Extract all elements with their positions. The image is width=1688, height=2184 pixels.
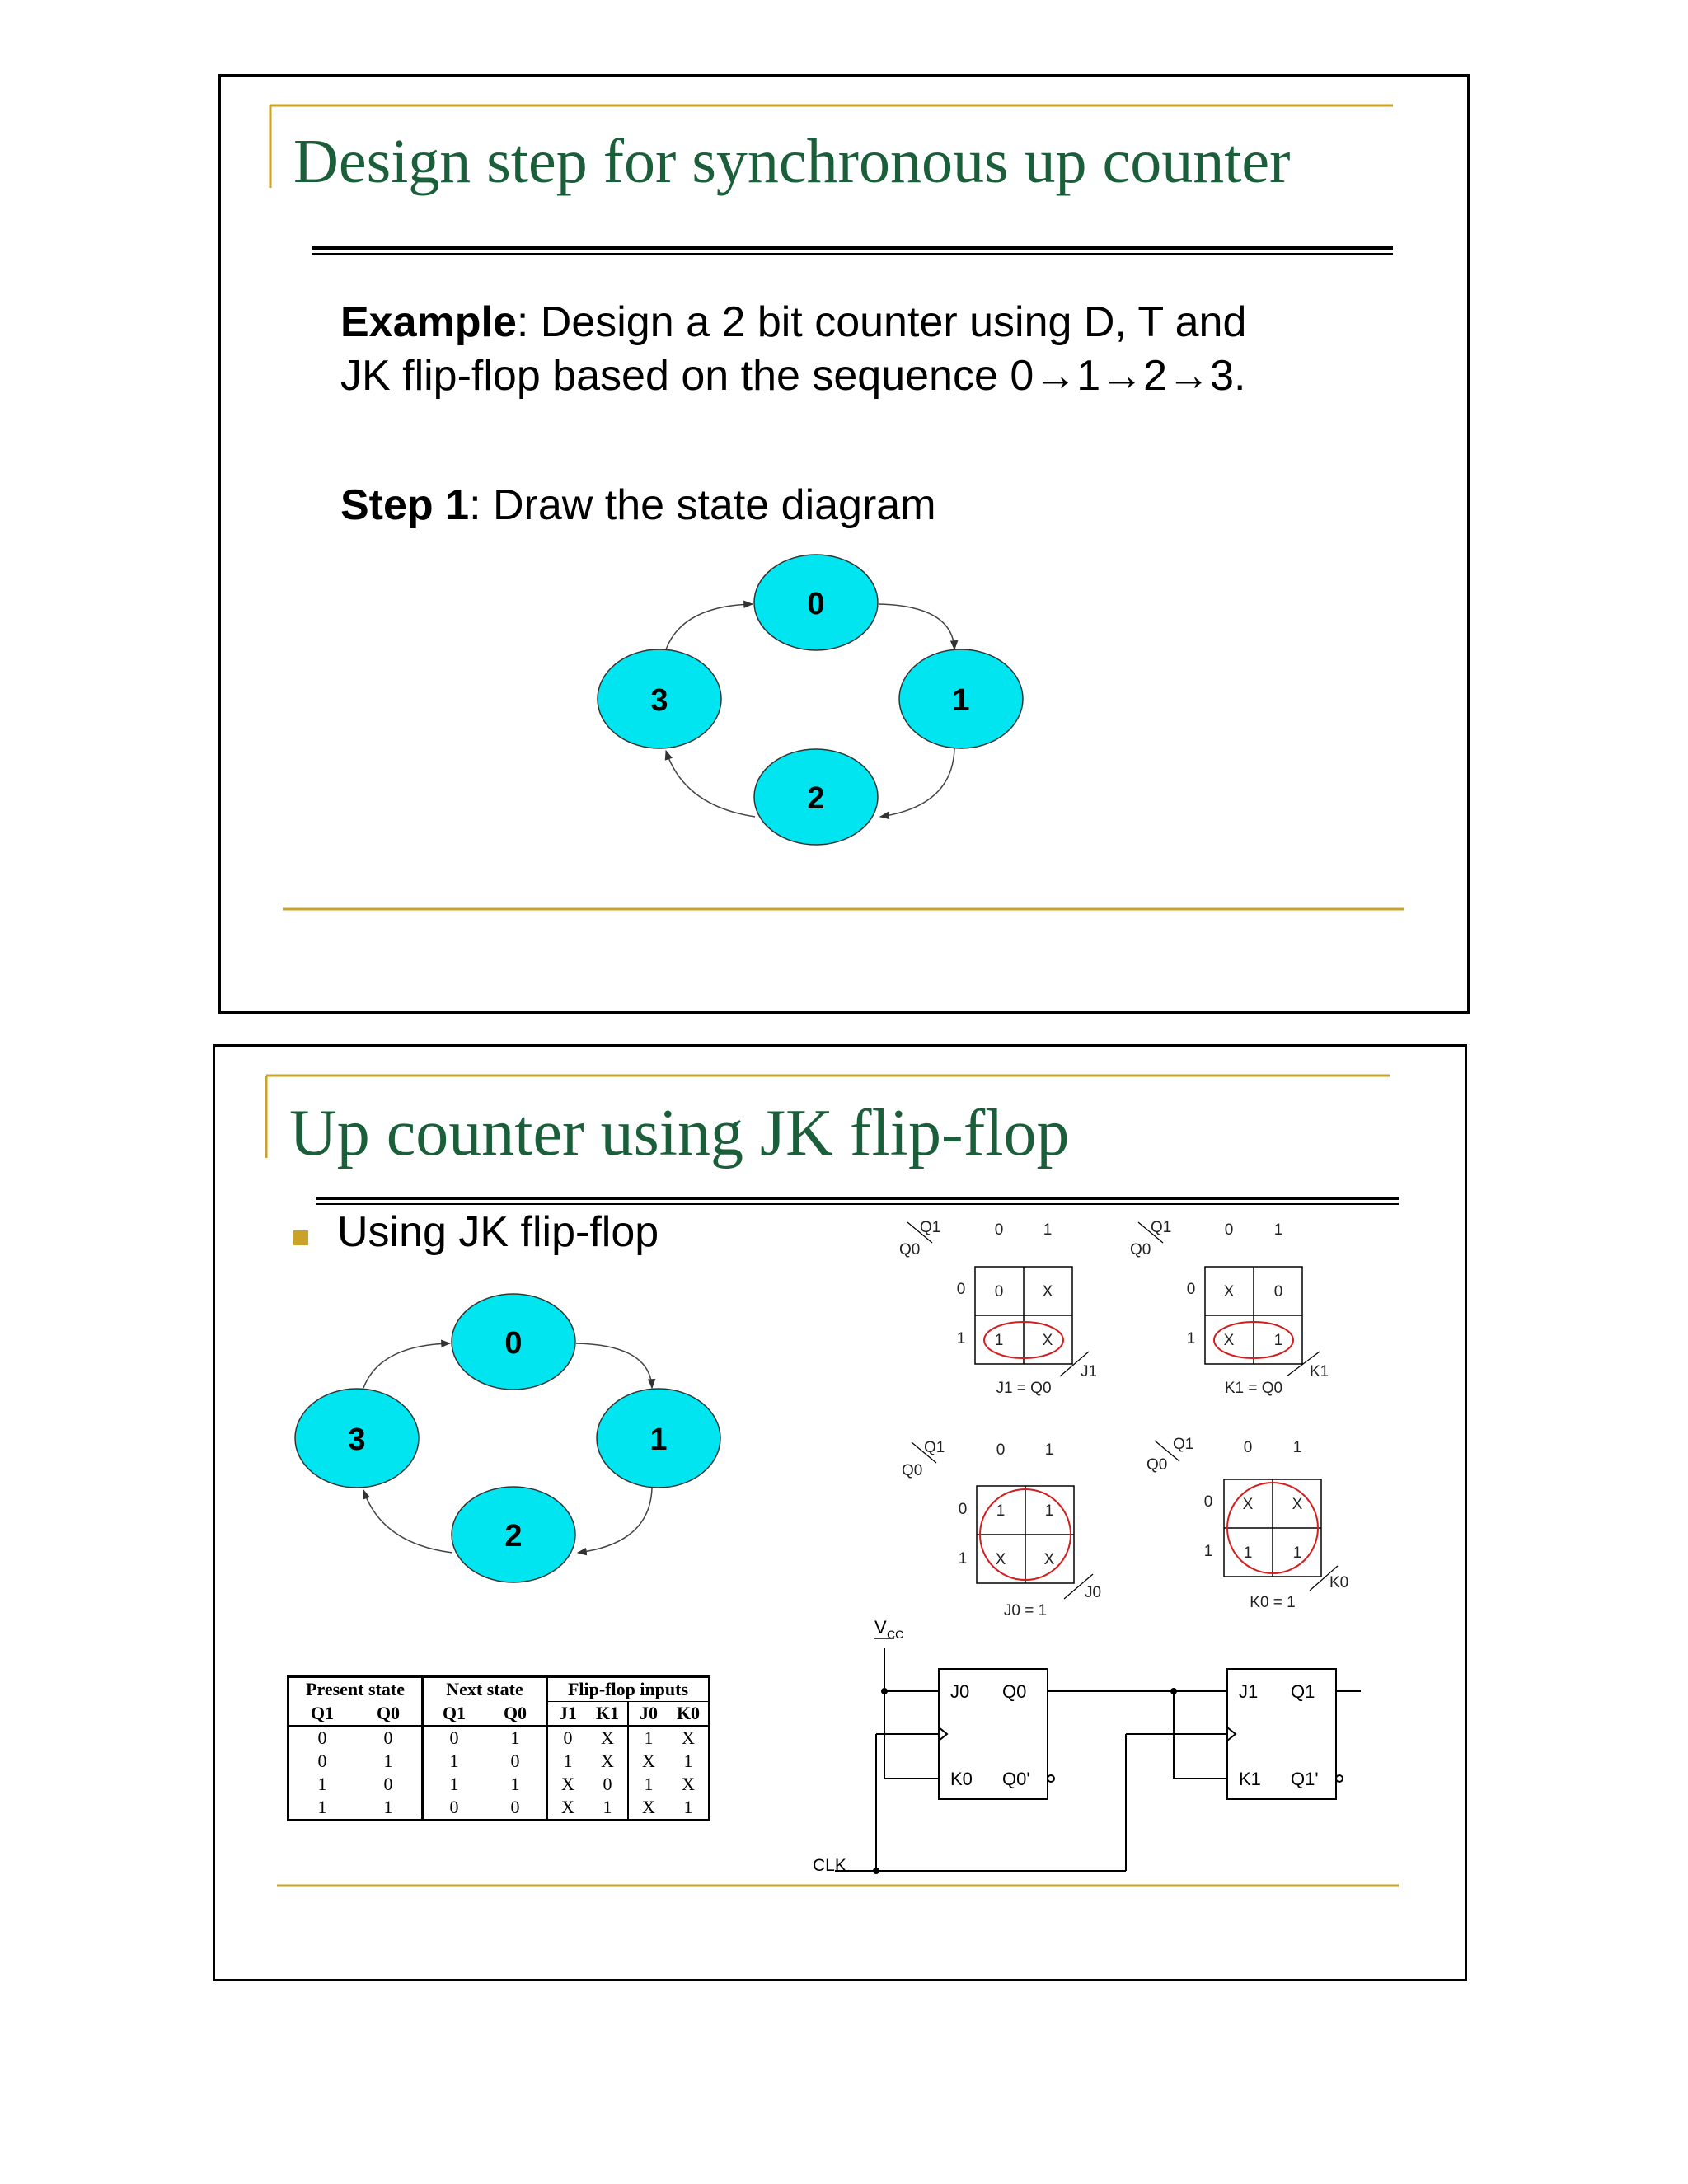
table-cell: 1: [563, 1750, 573, 1771]
ff0-q: Q0: [1002, 1681, 1027, 1702]
kmap-row-label: 0: [1203, 1493, 1213, 1511]
table-cell: 1: [317, 1774, 327, 1794]
slide1-title: Design step for synchronous up counter: [293, 127, 1291, 196]
ff1-k: K1: [1239, 1769, 1261, 1789]
kmap-row-label: 1: [956, 1330, 966, 1347]
kmap-row-label: 0: [956, 1281, 966, 1298]
kmap-cell: 1: [994, 1332, 1004, 1349]
kmap-cell: X: [1292, 1496, 1303, 1513]
table-cell: 0: [485, 1750, 547, 1773]
subheader-next-q1: Q1: [442, 1702, 467, 1723]
transition-0-1: [879, 604, 954, 649]
state-label-0: 0: [504, 1326, 523, 1361]
table-cell: 0: [449, 1727, 459, 1748]
kmap-cell: X: [1042, 1332, 1053, 1349]
kmap-row-var: Q0: [1146, 1456, 1168, 1474]
state-node-0: [754, 555, 878, 650]
state-label-3: 3: [650, 683, 668, 718]
kmap-equation: K1 = Q0: [1224, 1380, 1283, 1397]
table-cell: 0: [355, 1773, 423, 1796]
subheader-j0: J0: [640, 1703, 658, 1723]
kmap-col-var: Q1: [920, 1219, 941, 1236]
kmap-cell: X: [1042, 1283, 1053, 1301]
table-cell: 0: [485, 1796, 547, 1821]
slide2-title: Up counter using JK flip-flop: [289, 1097, 1070, 1169]
state-label-2: 2: [807, 781, 825, 816]
table-cell: 0: [563, 1727, 573, 1748]
slide-design-step: [218, 74, 1470, 1014]
table-cell: 1: [683, 1797, 693, 1817]
table-cell: X: [588, 1750, 628, 1773]
table-cell: X: [561, 1774, 574, 1794]
table-cell: 1: [588, 1796, 628, 1821]
table-cell: 1: [644, 1774, 654, 1794]
kmap-cell: 1: [1243, 1544, 1253, 1562]
subheader-k0: K0: [676, 1703, 701, 1723]
kmap-equation: J1 = Q0: [996, 1380, 1052, 1397]
table-cell: 1: [683, 1750, 693, 1771]
table-cell: 0: [317, 1727, 327, 1748]
kmap-cell: 1: [996, 1502, 1006, 1520]
kmap-col-label: 0: [994, 1221, 1004, 1239]
step1-label: Step 1: [340, 481, 470, 529]
slide-jk-up-counter: [213, 1044, 1467, 1981]
kmap-row-label: 0: [958, 1501, 968, 1518]
table-cell: 1: [485, 1726, 547, 1750]
ff1-j: J1: [1239, 1681, 1259, 1702]
state-node-3: [598, 649, 721, 748]
ff0-qn: Q0': [1002, 1769, 1030, 1789]
kmap-cell: X: [1223, 1283, 1235, 1301]
kmap-row-var: Q0: [899, 1241, 921, 1258]
vcc-label: V: [874, 1617, 887, 1638]
kmap-col-var: Q1: [1173, 1436, 1194, 1453]
kmap-col-var: Q1: [1151, 1219, 1172, 1236]
bullet-text: Using JK flip-flop: [337, 1208, 659, 1256]
kmap-row-var: Q0: [1130, 1241, 1151, 1258]
table-cell: 0: [588, 1773, 628, 1796]
table-cell: 0: [449, 1797, 459, 1817]
subheader-q1: Q1: [310, 1702, 335, 1723]
kmap-cell: X: [1043, 1551, 1055, 1568]
header-present-state: Present state: [288, 1677, 423, 1702]
header-flip-flop-inputs: Flip-flop inputs: [547, 1677, 710, 1702]
kmap-row-label: 0: [1186, 1281, 1196, 1298]
kmap-row-label: 1: [1203, 1543, 1213, 1560]
kmap-cell: X: [995, 1551, 1006, 1568]
jk-counter-circuit: [215, 1047, 1465, 1979]
vcc-subscript: CC: [887, 1628, 904, 1641]
kmap-row-var: Q0: [902, 1462, 923, 1479]
kmap-equation: J0 = 1: [1003, 1602, 1048, 1619]
kmap-equation: K0 = 1: [1250, 1594, 1296, 1611]
table-cell: 1: [355, 1750, 423, 1773]
kmap-cell: X: [1242, 1496, 1254, 1513]
kmap-col-label: 0: [1243, 1439, 1253, 1456]
transition-3-0: [666, 604, 753, 649]
state-label-0: 0: [807, 587, 825, 621]
step1-text: : Draw the state diagram: [469, 481, 936, 529]
table-cell: X: [561, 1797, 574, 1817]
subheader-k1: K1: [588, 1702, 628, 1727]
kmap-cell: 0: [994, 1283, 1004, 1301]
kmap-output: K0: [1329, 1574, 1349, 1591]
kmap-row-label: 1: [1186, 1330, 1196, 1347]
kmap-col-label: 1: [1044, 1441, 1054, 1459]
kmap-col-label: 0: [1224, 1221, 1234, 1239]
table-cell: X: [642, 1750, 655, 1771]
state-label-2: 2: [504, 1519, 523, 1554]
ff1-q: Q1: [1291, 1681, 1315, 1702]
table-cell: 0: [355, 1726, 423, 1750]
example-text: : Design a 2 bit counter using D, T and: [516, 298, 1247, 346]
table-cell: X: [682, 1774, 695, 1794]
kmap-col-label: 0: [996, 1441, 1006, 1459]
kmap-output: J0: [1085, 1584, 1102, 1601]
ff0-k: K0: [950, 1769, 973, 1789]
table-cell: 1: [644, 1727, 654, 1748]
subheader-next-q0: Q0: [485, 1702, 547, 1727]
ff1-qn: Q1': [1291, 1769, 1319, 1789]
table-cell: 1: [317, 1797, 327, 1817]
kmap-cell: X: [1223, 1332, 1235, 1349]
state-node-1: [899, 649, 1023, 748]
kmap-output: K1: [1310, 1363, 1329, 1380]
table-cell: 1: [449, 1750, 459, 1771]
table-cell: 1: [485, 1773, 547, 1796]
state-label-1: 1: [649, 1422, 668, 1457]
example-label: Example: [340, 298, 517, 346]
header-next-state: Next state: [423, 1677, 547, 1702]
kmap-col-label: 1: [1273, 1221, 1283, 1239]
kmap-cell: 1: [1273, 1332, 1283, 1349]
subheader-q0: Q0: [355, 1702, 423, 1727]
table-cell: X: [682, 1727, 695, 1748]
transition-1-2: [880, 748, 954, 817]
table-cell: X: [588, 1726, 628, 1750]
kmap-cell: 1: [1044, 1502, 1054, 1520]
ff0-j: J0: [950, 1681, 970, 1702]
state-label-3: 3: [348, 1422, 366, 1457]
kmap-output: J1: [1081, 1363, 1098, 1380]
subheader-j1: J1: [559, 1703, 577, 1723]
table-cell: 1: [449, 1774, 459, 1794]
clk-label: CLK: [813, 1856, 846, 1875]
state-node-2: [754, 749, 878, 845]
table-cell: X: [642, 1797, 655, 1817]
state-label-1: 1: [952, 683, 970, 718]
table-cell: 0: [317, 1750, 327, 1771]
state-diagram-1: [221, 77, 1467, 1011]
transition-2-3: [666, 751, 755, 817]
kmap-cell: 0: [1273, 1283, 1283, 1301]
kmap-col-label: 1: [1292, 1439, 1302, 1456]
kmap-cell: 1: [1292, 1544, 1302, 1562]
table-cell: 1: [355, 1796, 423, 1821]
kmap-col-var: Q1: [924, 1439, 945, 1456]
example-line-2: JK flip-flop based on the sequence 0→1→2→3.: [340, 352, 1246, 400]
kmap-col-label: 1: [1043, 1221, 1053, 1239]
kmap-row-label: 1: [958, 1550, 968, 1568]
